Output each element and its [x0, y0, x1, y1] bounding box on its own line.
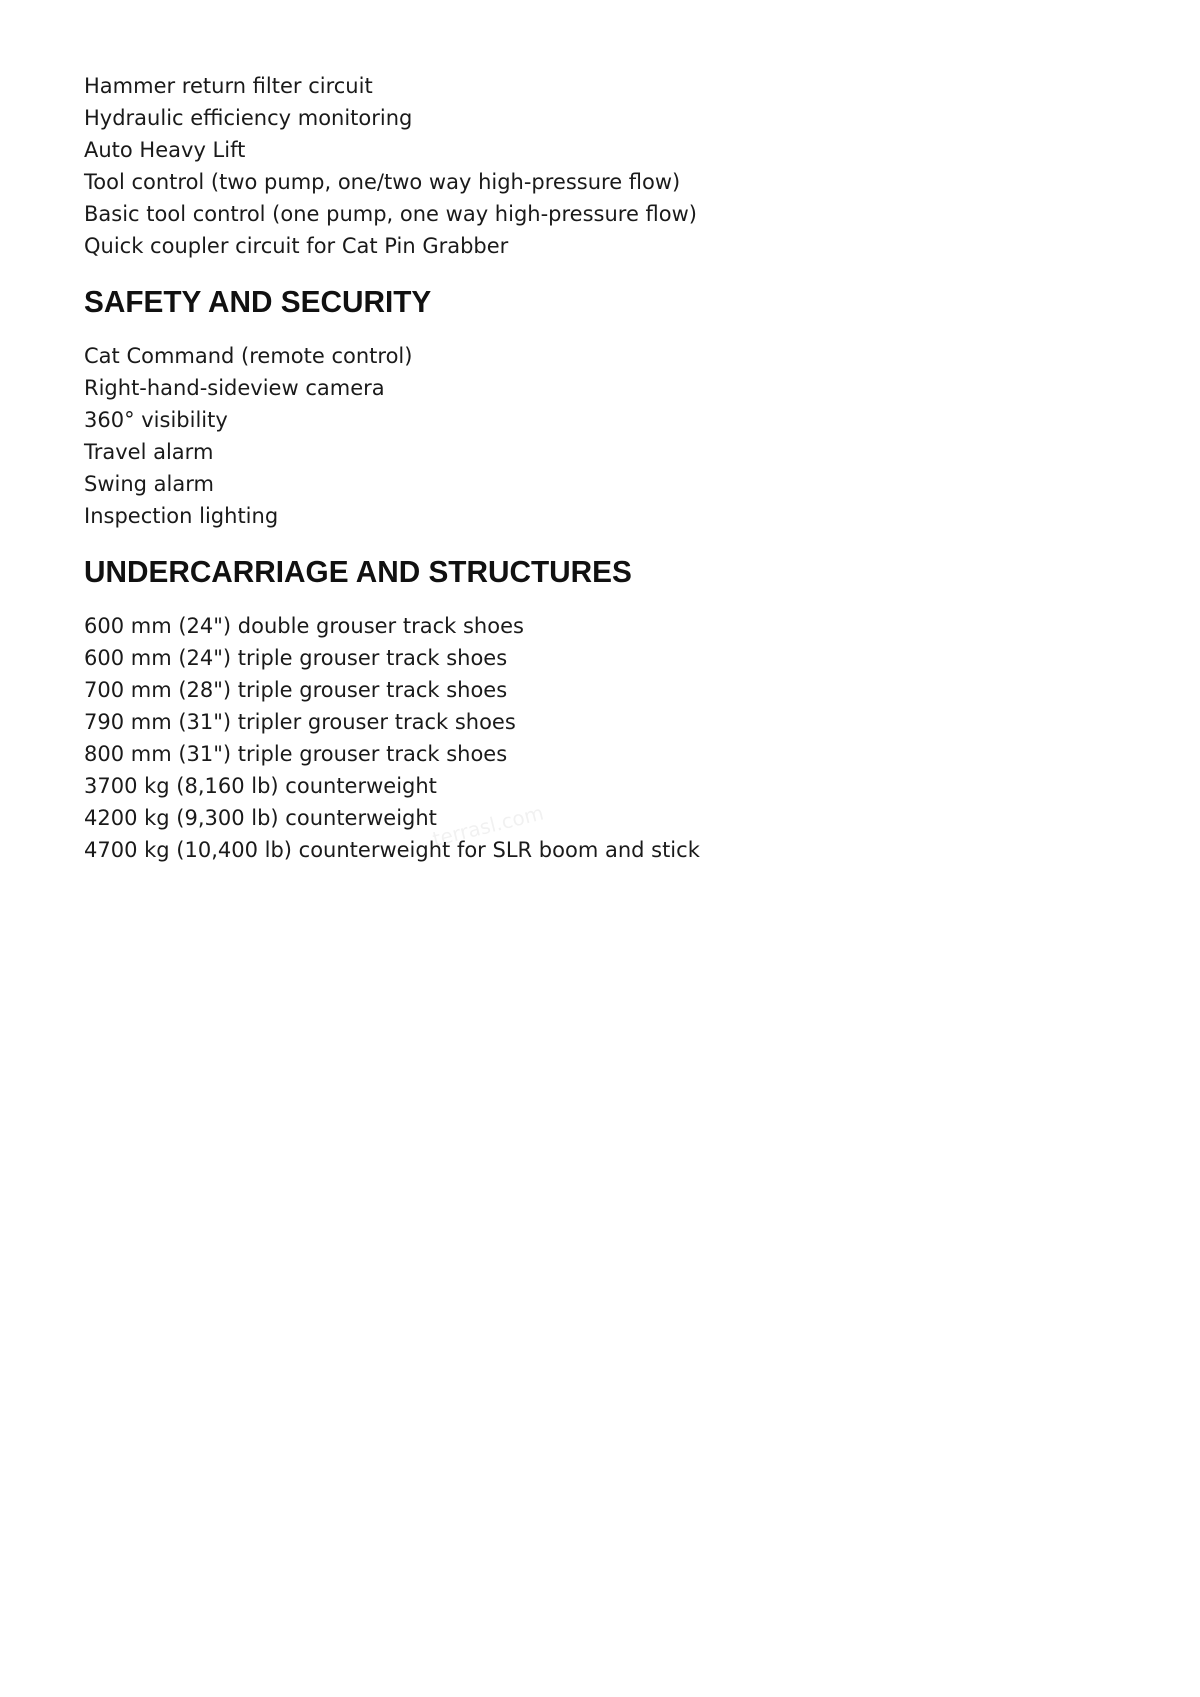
safety-security-heading: SAFETY AND SECURITY — [84, 284, 432, 319]
list-item: Cat Command (remote control) — [84, 344, 413, 368]
list-item: Basic tool control (one pump, one way high-pressure flow) — [84, 202, 697, 226]
safety-security-list — [84, 340, 1124, 532]
list-item: 600 mm (24") double grouser track shoes — [84, 614, 524, 638]
list-item: Right-hand-sideview camera — [84, 376, 385, 400]
list-item: 360° visibility — [84, 408, 228, 432]
hydraulics-option-list — [84, 70, 1124, 262]
list-item: 800 mm (31") triple grouser track shoes — [84, 742, 508, 766]
list-item: Hydraulic efficiency monitoring — [84, 106, 413, 130]
list-item: Quick coupler circuit for Cat Pin Grabber — [84, 234, 509, 258]
list-item: 4700 kg (10,400 lb) counterweight for SLR boom and stick — [84, 838, 700, 862]
list-item: Hammer return filter circuit — [84, 74, 373, 98]
list-item: Auto Heavy Lift — [84, 138, 246, 162]
undercarriage-structures-heading: UNDERCARRIAGE AND STRUCTURES — [84, 554, 632, 589]
undercarriage-structures-list — [84, 610, 1124, 866]
list-item: 600 mm (24") triple grouser track shoes — [84, 646, 508, 670]
list-item: 4200 kg (9,300 lb) counterweight — [84, 806, 437, 830]
list-item: Inspection lighting — [84, 504, 279, 528]
list-item: Swing alarm — [84, 472, 214, 496]
list-item: 700 mm (28") triple grouser track shoes — [84, 678, 508, 702]
list-item: 3700 kg (8,160 lb) counterweight — [84, 774, 437, 798]
document-page — [84, 70, 1124, 866]
list-item: 790 mm (31") tripler grouser track shoes — [84, 710, 516, 734]
list-item: Tool control (two pump, one/two way high-pressure flow) — [84, 170, 681, 194]
list-item: Travel alarm — [84, 440, 214, 464]
watermark: terrasl.com — [430, 800, 546, 852]
